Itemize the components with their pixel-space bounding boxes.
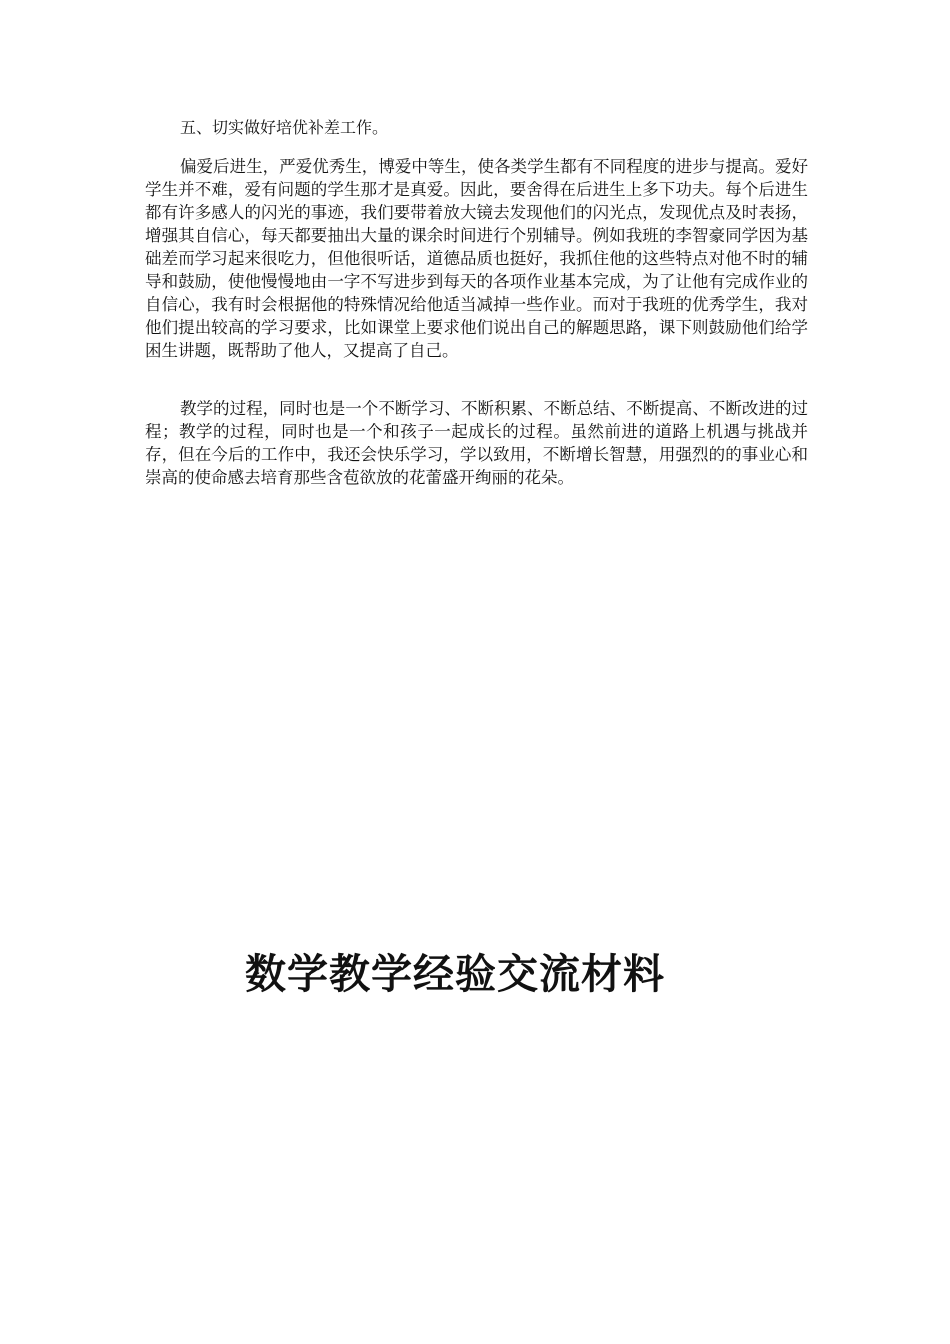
body-paragraph-2: 教学的过程，同时也是一个不断学习、不断积累、不断总结、不断提高、不断改进的过程；教学的过程，同时也是一个和孩子一起成长的过程。虽然前进的道路上机遇与挑战并存，但在今后的工作中，我还会快乐学习，学以致用，不断增长智慧，用强烈的的事业心和崇高的使命感去培育那些含苞欲放的花蕾盛开绚丽的花朵。 (145, 399, 808, 487)
section-heading: 五、切实做好培优补差工作。 (180, 118, 389, 137)
document-title: 数学教学经验交流材料 (245, 950, 665, 998)
document-body (145, 116, 808, 501)
body-paragraph-1: 偏爱后进生，严爱优秀生，博爱中等生，使各类学生都有不同程度的进步与提高。爱好学生并不难，爱有问题的学生那才是真爱。因此，要舍得在后进生上多下功夫。每个后进生都有许多感人的闪光的事迹，我们要带着放大镜去发现他们的闪光点，发现优点及时表扬，增强其自信心，每天都要抽出大量的课余时间进行个别辅导。例如我班的李智豪同学因为基础差而学习起来很吃力，但他很听话，道德品质也挺好，我抓住他的这些特点对他不时的辅导和鼓励，使他慢慢地由一字不写进步到每天的各项作业基本完成，为了让他有完成作业的自信心，我有时会根据他的特殊情况给他适当减掉一些作业。而对于我班的优秀学生，我对他们提出较高的学习要求，比如课堂上要求他们说出自己的解题思路，课下则鼓励他们给学困生讲题，既帮助了他人，又提高了自己。 (145, 157, 808, 360)
